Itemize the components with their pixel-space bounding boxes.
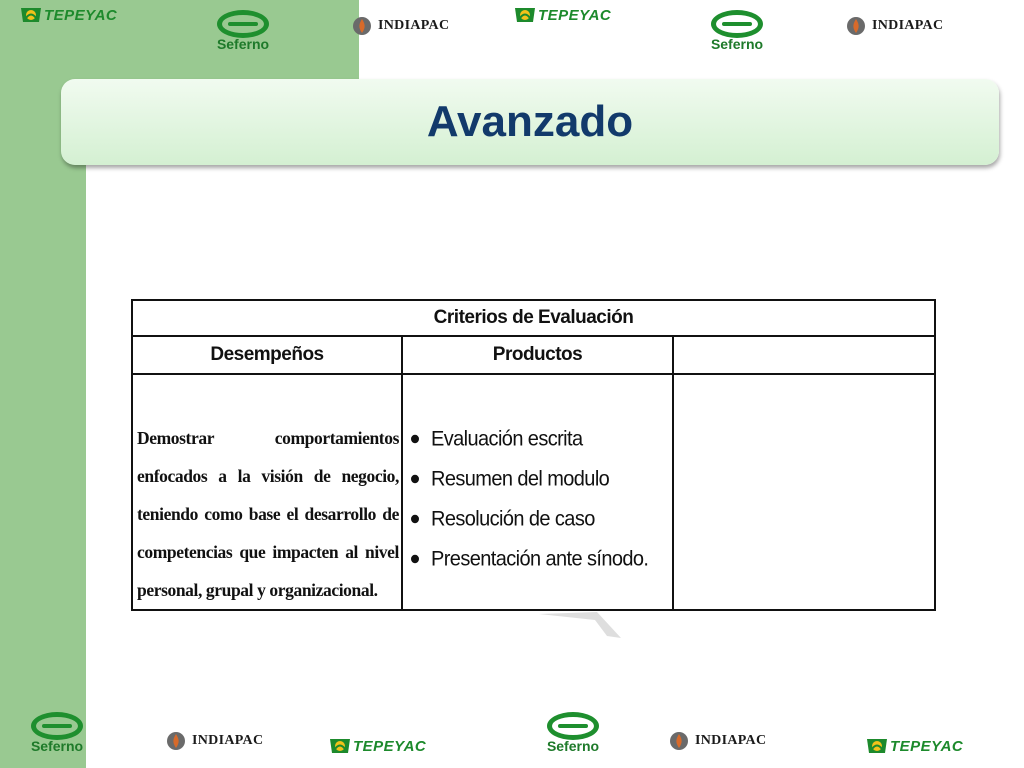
indiapac-wordmark: INDIAPAC — [695, 733, 767, 748]
tepeyac-emblem-icon — [20, 6, 42, 24]
seferno-logo — [26, 712, 88, 754]
tepeyac-wordmark: TEPEYAC — [44, 6, 118, 24]
product-label: Resumen del modulo — [431, 467, 610, 491]
seferno-emblem-icon — [711, 10, 763, 38]
indiapac-wordmark: INDIAPAC — [192, 733, 264, 748]
desempeno-cell: Demostrar comportamientos enfocados a la visión de negocio, teniendo como base el desarrollo de competencias que impacten al nivel personal, grupal y organizacional. — [132, 374, 402, 610]
product-label: Presentación ante sínodo. — [431, 547, 649, 571]
tepeyac-logo — [20, 6, 117, 24]
list-item — [409, 498, 672, 540]
seferno-emblem-icon — [547, 712, 599, 740]
seferno-emblem-icon — [31, 712, 83, 740]
indiapac-emblem-icon — [846, 16, 866, 36]
title-banner — [61, 79, 999, 165]
tepeyac-logo — [866, 737, 963, 755]
seferno-wordmark: Seferno — [30, 738, 84, 754]
header-empty — [673, 336, 935, 374]
seferno-emblem-icon — [217, 10, 269, 38]
indiapac-logo — [669, 731, 766, 751]
list-item — [409, 458, 672, 500]
bullet-icon — [411, 475, 419, 483]
tepeyac-emblem-icon — [514, 6, 536, 24]
tepeyac-emblem-icon — [866, 737, 888, 755]
indiapac-wordmark: INDIAPAC — [378, 18, 450, 33]
list-item — [409, 538, 672, 580]
product-label: Evaluación escrita — [431, 427, 583, 451]
seferno-wordmark: Seferno — [216, 36, 270, 52]
indiapac-wordmark: INDIAPAC — [872, 18, 944, 33]
indiapac-emblem-icon — [166, 731, 186, 751]
seferno-wordmark: Seferno — [546, 738, 600, 754]
bullet-icon — [411, 435, 419, 443]
seferno-wordmark: Seferno — [710, 36, 764, 52]
tepeyac-logo — [329, 737, 426, 755]
criteria-table — [131, 299, 936, 611]
bullet-icon — [411, 555, 419, 563]
seferno-logo — [212, 10, 274, 52]
shadow-graphic — [537, 608, 625, 642]
tepeyac-wordmark: TEPEYAC — [538, 6, 612, 24]
product-label: Resolución de caso — [431, 507, 595, 531]
header-desempenos: Desempeños — [132, 336, 402, 374]
seferno-logo — [542, 712, 604, 754]
empty-cell — [673, 374, 935, 610]
productos-list — [403, 375, 672, 579]
header-productos: Productos — [402, 336, 673, 374]
tepeyac-emblem-icon — [329, 737, 351, 755]
productos-cell — [402, 374, 673, 610]
bullet-icon — [411, 515, 419, 523]
slide-title: Avanzado — [426, 97, 634, 146]
indiapac-emblem-icon — [669, 731, 689, 751]
indiapac-emblem-icon — [352, 16, 372, 36]
table-caption: Criterios de Evaluación — [132, 300, 935, 336]
indiapac-logo — [846, 16, 943, 36]
tepeyac-wordmark: TEPEYAC — [890, 737, 964, 755]
seferno-logo — [706, 10, 768, 52]
tepeyac-logo — [514, 6, 611, 24]
indiapac-logo — [166, 731, 263, 751]
tepeyac-wordmark: TEPEYAC — [353, 737, 427, 755]
list-item — [409, 418, 672, 460]
indiapac-logo — [352, 16, 449, 36]
